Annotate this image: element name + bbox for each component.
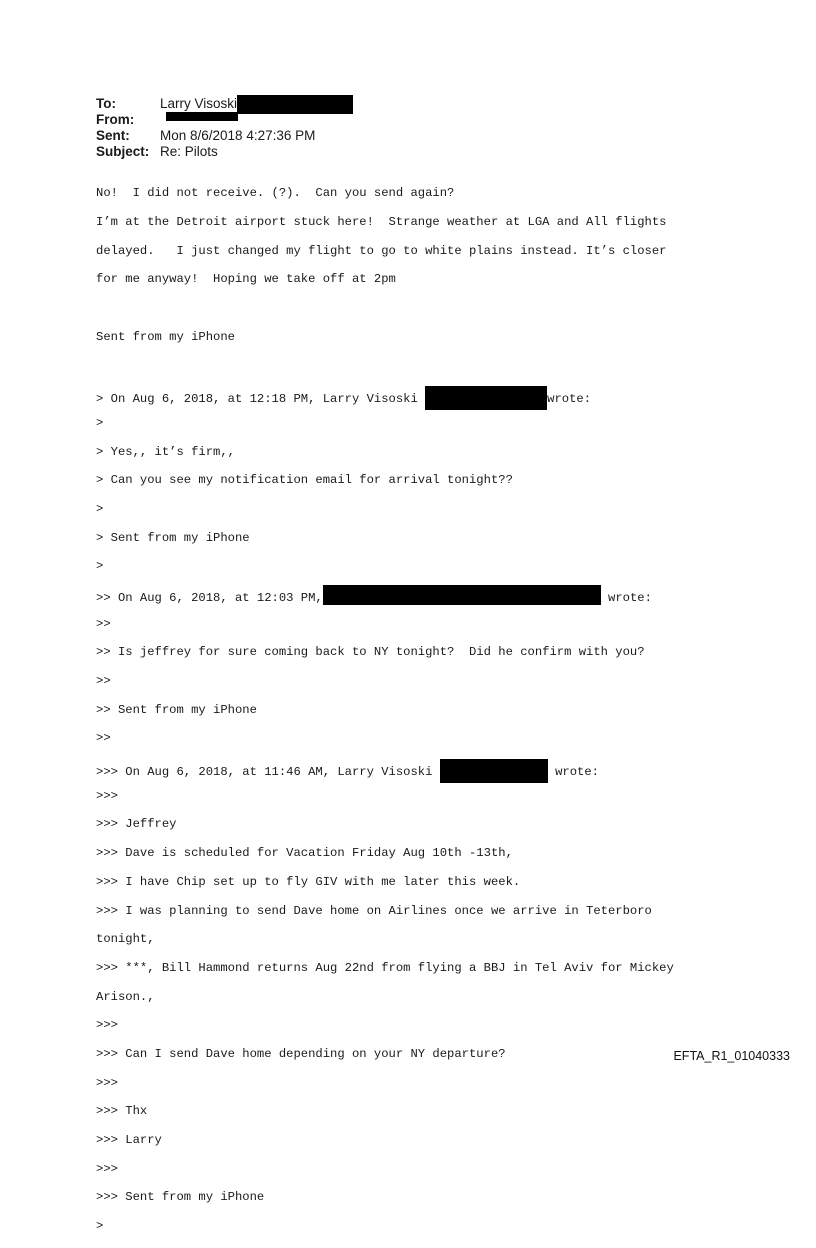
- sent-label: Sent:: [96, 128, 130, 143]
- quoted-line: >> Is jeffrey for sure coming back to NY tonight? Did he confirm with you?: [96, 645, 645, 660]
- quoted-line: >: [96, 1219, 104, 1234]
- quoted-line: >>>: [96, 1161, 118, 1176]
- redaction-block: [323, 585, 601, 605]
- quoted-line: > Sent from my iPhone: [96, 530, 250, 545]
- quoted-line: >>> Thx: [96, 1104, 148, 1119]
- body-line: Sent from my iPhone: [96, 329, 235, 344]
- from-value: [160, 112, 238, 128]
- quoted-line: >>> Larry: [96, 1133, 162, 1148]
- quote-header-wrote: wrote:: [547, 765, 599, 780]
- body-line: [96, 301, 674, 315]
- quoted-line: > Can you see my notification email for arrival tonight??: [96, 473, 513, 488]
- quoted-line: >>> ***, Bill Hammond returns Aug 22nd from flying a BBJ in Tel Aviv for Mickey: [96, 960, 674, 975]
- email-body: [96, 172, 674, 1248]
- body-line: I’m at the Detroit airport stuck here! Strange weather at LGA and All flights: [96, 215, 667, 230]
- subject-label: Subject:: [96, 144, 150, 159]
- quote-header-text: > On Aug 6, 2018, at 12:18 PM, Larry Visoski: [96, 392, 426, 407]
- from-label: From:: [96, 112, 135, 127]
- quoted-line: tonight,: [96, 932, 155, 947]
- body-line: [96, 358, 674, 372]
- quoted-line: >>> Dave is scheduled for Vacation Friday Aug 10th -13th,: [96, 846, 513, 861]
- quote-header-text: >>> On Aug 6, 2018, at 11:46 AM, Larry Visoski: [96, 765, 440, 780]
- document-id: EFTA_R1_01040333: [673, 1049, 790, 1063]
- quoted-line: >: [96, 501, 104, 516]
- quoted-line: >>: [96, 616, 111, 631]
- quote-header-text: >> On Aug 6, 2018, at 12:03 PM,: [96, 591, 323, 606]
- body-line: for me anyway! Hoping we take off at 2pm: [96, 272, 396, 287]
- subject-value: Re: Pilots: [160, 144, 218, 159]
- to-label: To:: [96, 96, 116, 111]
- quoted-line: >>> I was planning to send Dave home on Airlines once we arrive in Teterboro: [96, 903, 652, 918]
- redaction-block: [237, 95, 353, 114]
- quoted-line: >> Sent from my iPhone: [96, 702, 257, 717]
- from-row: [96, 112, 353, 128]
- quoted-line: >>>: [96, 1018, 118, 1033]
- body-line: No! I did not receive. (?). Can you send again?: [96, 186, 455, 201]
- quoted-line: >>: [96, 674, 111, 689]
- quoted-line: >: [96, 559, 104, 574]
- redaction-block: [425, 386, 547, 410]
- quoted-line: [96, 387, 674, 407]
- to-name: Larry Visoski: [160, 96, 238, 111]
- subject-row: [96, 144, 353, 160]
- quote-header-wrote: wrote:: [600, 591, 652, 606]
- sent-value: Mon 8/6/2018 4:27:36 PM: [160, 128, 316, 143]
- quoted-line: Arison.,: [96, 989, 155, 1004]
- quoted-line: [96, 760, 674, 780]
- email-header: [96, 96, 353, 160]
- quoted-line: >>: [96, 731, 111, 746]
- redaction-block: [440, 759, 548, 783]
- quoted-line: >>> Sent from my iPhone: [96, 1190, 265, 1205]
- quoted-line: >>>: [96, 788, 118, 803]
- quoted-line: >: [96, 415, 104, 430]
- quoted-line: >>>: [96, 1075, 118, 1090]
- quoted-line: >>> Can I send Dave home depending on your NY departure?: [96, 1046, 506, 1061]
- redaction-block: [166, 112, 238, 121]
- quoted-line: >>> Jeffrey: [96, 817, 177, 832]
- quoted-line: > Yes,, it’s firm,,: [96, 444, 235, 459]
- body-line: delayed. I just changed my flight to go to white plains instead. It’s closer: [96, 243, 667, 258]
- to-row: [96, 96, 353, 112]
- quoted-line: [96, 588, 674, 606]
- sent-row: [96, 128, 353, 144]
- quote-header-wrote: wrote:: [547, 392, 592, 407]
- quoted-line: >>> I have Chip set up to fly GIV with me later this week.: [96, 874, 521, 889]
